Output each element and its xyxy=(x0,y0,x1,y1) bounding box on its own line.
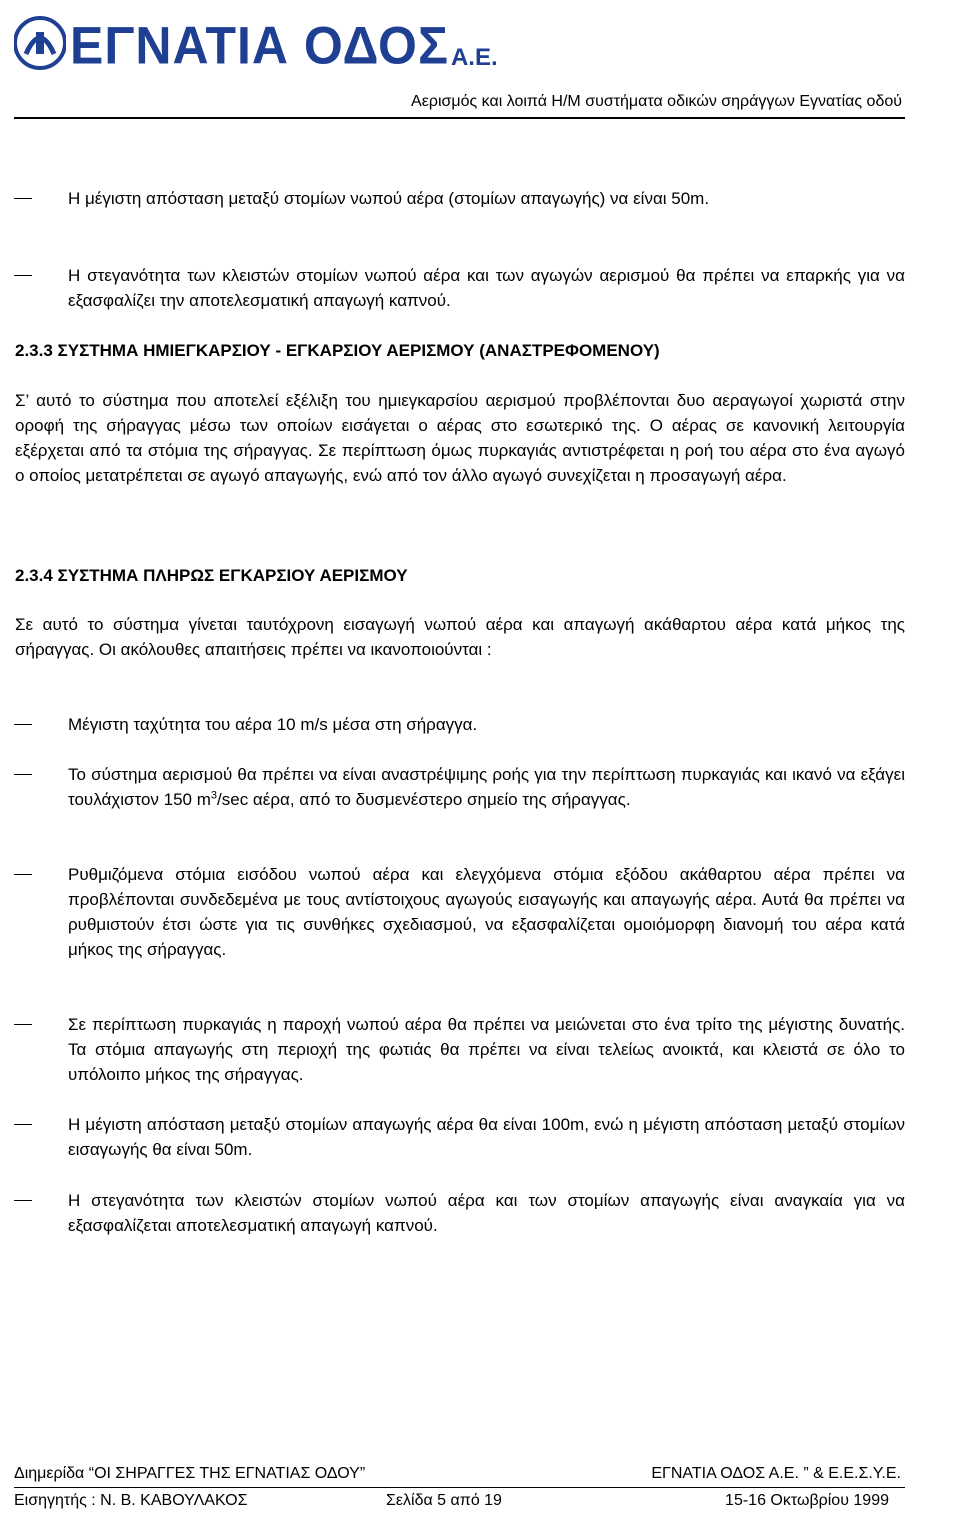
footer-divider xyxy=(14,1487,905,1488)
header-divider xyxy=(14,117,905,119)
egnatia-emblem-icon xyxy=(14,14,66,72)
list-item: Μέγιστη ταχύτητα του αέρα 10 m/s μέσα στη σήραγγα. xyxy=(68,712,905,737)
section-paragraph: Σε αυτό το σύστημα γίνεται ταυτόχρονη εισαγωγή νωπού αέρα και απαγωγή ακάθαρτου αέρα κατά μήκος της σήραγγας. Οι ακόλουθες απαιτήσεις πρέπει να ικανοποιούνται : xyxy=(15,615,905,659)
section-heading-2-3-4: 2.3.4 ΣΥΣΤΗΜΑ ΠΛΗΡΩΣ ΕΓΚΑΡΣΙΟΥ ΑΕΡΙΣΜΟΥ xyxy=(15,566,408,585)
company-logo xyxy=(14,8,498,76)
logo-suffix: Α.Ε. xyxy=(450,44,498,71)
footer-date: 15-16 Οκτωβρίου 1999 xyxy=(725,1492,889,1509)
section-paragraph: Σ’ αυτό το σύστημα που αποτελεί εξέλιξη του ημιεγκαρσίου αερισμού προβλέπονται δυο αεραγωγοί χωριστά στην οροφή της σήραγγας μέσω των οποίων εισάγεται ο αέρας στο εσωτερικό της. Ο αέρας σε κανονική λειτουργία εξέρχεται από τα στόμια της σήραγγας. Σε περίπτωση όμως πυρκαγιάς αντιστρέφεται η ροή του αέρα στο ένα αγωγό ο οποίος μετατρέπεται σε αγωγό απαγωγής, ενώ από τον άλλο αγωγό συνεχίζεται η προσαγωγή αέρα. xyxy=(15,391,905,485)
list-item: Το σύστημα αερισμού θα πρέπει να είναι αναστρέψιμης ροής για την περίπτωση πυρκαγιάς και ικανό να εξάγει τουλάχιστον 150 $m^3/\sec$ αέρα, από το δυσμενέστερο σημείο της σήραγγας. xyxy=(68,762,905,812)
dash-bullet-icon xyxy=(14,874,32,875)
footer-speaker: Εισηγητής : Ν. Β. ΚΑΒΟΥΛΑΚΟΣ xyxy=(14,1492,248,1509)
section-heading-2-3-3: 2.3.3 ΣΥΣΤΗΜΑ ΗΜΙΕΓΚΑΡΣΙΟΥ - ΕΓΚΑΡΣΙΟΥ ΑΕΡΙΣΜΟΥ (ΑΝΑΣΤΡΕΦΟΜΕΝΟΥ) xyxy=(15,341,660,360)
dash-bullet-icon xyxy=(14,1024,32,1025)
document-subtitle: Αερισμός και λοιπά Η/Μ συστήματα οδικών σηράγγων Εγνατίας οδού xyxy=(411,93,902,110)
list-item: Η στεγανότητα των κλειστών στομίων νωπού αέρα και των αγωγών αερισμού θα πρέπει να επαρκής για να εξασφαλίζει την αποτελεσματική απαγωγή καπνού. xyxy=(68,263,905,313)
page-number: Σελίδα 5 από 19 xyxy=(386,1492,502,1509)
footer-event: Διημερίδα “ΟΙ ΣΗΡΑΓΓΕΣ ΤΗΣ ΕΓΝΑΤΙΑΣ ΟΔΟΥ” xyxy=(14,1465,366,1482)
list-item: Σε περίπτωση πυρκαγιάς η παροχή νωπού αέρα θα πρέπει να μειώνεται στο ένα τρίτο της μέγιστης δυνατής. Τα στόμια απαγωγής στη περιοχή της φωτιάς θα πρέπει να είναι τελείως ανοικτά, και κλειστά σε όλο το υπόλοιπο μήκος της σήραγγας. xyxy=(68,1012,905,1087)
logo-text: ΕΓΝΑΤΙΑ ΟΔΟΣ xyxy=(70,16,449,76)
dash-bullet-icon xyxy=(14,774,32,775)
list-item: Η μέγιστη απόσταση μεταξύ στομίων απαγωγής αέρα θα είναι 100m, ενώ η μέγιστη απόσταση μεταξύ στομίων εισαγωγής θα είναι 50m. xyxy=(68,1112,905,1162)
dash-bullet-icon xyxy=(14,1200,32,1201)
dash-bullet-icon xyxy=(14,724,32,725)
dash-bullet-icon xyxy=(14,198,32,199)
dash-bullet-icon xyxy=(14,275,32,276)
footer-organizer: ΕΓΝΑΤΙΑ ΟΔΟΣ Α.Ε. ” & Ε.Ε.Σ.Υ.Ε. xyxy=(651,1465,901,1482)
list-item: Η στεγανότητα των κλειστών στομίων νωπού αέρα και των στομίων απαγωγής είναι αναγκαία για να εξασφαλίζεται αποτελεσματική απαγωγή καπνού. xyxy=(68,1188,905,1238)
list-item: Ρυθμιζόμενα στόμια εισόδου νωπού αέρα και ελεγχόμενα στόμια εξόδου ακάθαρτου αέρα πρέπει να προβλέπονται συνδεδεμένα με τους αντίστοιχους αγωγούς εισαγωγής και απαγωγής αέρα. Αυτά θα πρέπει να ρυθμιστούν έτσι ώστε για τις συνθήκες σχεδιασμού, να εξασφαλίζεται ομοιόμορφη διανομή του αέρα κατά μήκος της σήραγγας. xyxy=(68,862,905,962)
dash-bullet-icon xyxy=(14,1124,32,1125)
list-item: Η μέγιστη απόσταση μεταξύ στομίων νωπού αέρα (στομίων απαγωγής) να είναι 50m. xyxy=(68,186,905,211)
